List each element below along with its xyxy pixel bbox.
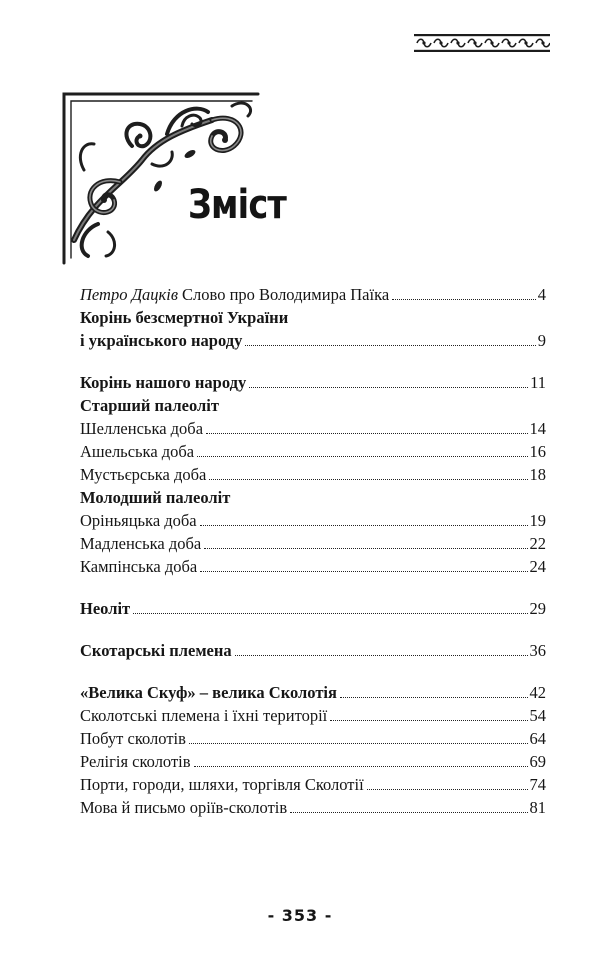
toc-entry xyxy=(80,773,546,796)
toc-entry xyxy=(80,681,546,704)
dot-leader xyxy=(290,812,527,813)
toc-entry-page: 36 xyxy=(529,641,546,660)
toc-entry xyxy=(80,727,546,750)
toc-entry xyxy=(80,796,546,819)
toc-entry-page: 29 xyxy=(529,599,546,618)
dot-leader xyxy=(235,655,528,656)
toc-entry-title: Мадленська доба xyxy=(80,534,202,553)
toc-entry xyxy=(80,597,546,620)
toc-entry-title: Скотарські племена xyxy=(80,641,232,660)
toc-entry-title: Побут сколотів xyxy=(80,729,186,748)
table-of-contents xyxy=(80,283,546,819)
toc-entry xyxy=(80,417,546,440)
dot-leader xyxy=(206,433,527,434)
page-number: - 353 - xyxy=(267,906,333,925)
toc-entry xyxy=(80,509,546,532)
toc-entry-page: 18 xyxy=(529,465,546,484)
toc-entry xyxy=(80,329,546,352)
toc-entry-title: Неоліт xyxy=(80,599,131,618)
dot-leader xyxy=(367,789,528,790)
baroque-corner-flourish-icon xyxy=(62,90,262,265)
toc-entry-page: 24 xyxy=(529,557,546,576)
toc-entry-title: Ашельська доба xyxy=(80,442,195,461)
toc-entry-title: Корінь нашого народу xyxy=(80,373,247,392)
dot-leader xyxy=(392,299,536,300)
toc-entry-title: і українського народу xyxy=(80,331,243,350)
dot-leader xyxy=(200,571,527,572)
toc-entry-page: 81 xyxy=(529,798,546,817)
dot-leader xyxy=(245,345,535,346)
toc-entry-title: Релігія сколотів xyxy=(80,752,191,771)
toc-entry xyxy=(80,371,546,394)
section-heading: Старший палеоліт xyxy=(80,396,219,415)
toc-entry-page: 9 xyxy=(537,331,546,350)
toc-entry-title: Оріньяцька доба xyxy=(80,511,197,530)
dot-leader xyxy=(249,387,528,388)
toc-entry-page: 4 xyxy=(537,285,546,304)
toc-entry xyxy=(80,555,546,578)
dot-leader xyxy=(197,456,527,457)
toc-entry-page: 54 xyxy=(529,706,546,725)
toc-entry-page: 19 xyxy=(529,511,546,530)
decorative-border-icon xyxy=(414,34,550,52)
toc-entry-page: 14 xyxy=(529,419,546,438)
toc-entry-title: Шелленська доба xyxy=(80,419,204,438)
toc-entry-page: 16 xyxy=(529,442,546,461)
dot-leader xyxy=(340,697,528,698)
dot-leader xyxy=(194,766,528,767)
dot-leader xyxy=(204,548,527,549)
toc-entry-page: 69 xyxy=(529,752,546,771)
toc-entry-title: Мустьєрська доба xyxy=(80,465,207,484)
dot-leader xyxy=(209,479,527,480)
toc-entry-page: 22 xyxy=(529,534,546,553)
toc-entry-page: 64 xyxy=(529,729,546,748)
toc-entry-title: Мова й письмо оріїв-сколотів xyxy=(80,798,288,817)
toc-entry xyxy=(80,283,546,306)
toc-entry xyxy=(80,704,546,727)
page-title: Зміст xyxy=(188,182,287,228)
toc-entry-title: Кампінська доба xyxy=(80,557,198,576)
dot-leader xyxy=(189,743,528,744)
toc-entry xyxy=(80,639,546,662)
toc-entry-author: Петро Дацків xyxy=(80,285,179,304)
dot-leader xyxy=(133,613,527,614)
section-heading: Молодший палеоліт xyxy=(80,488,231,507)
toc-entry-title: «Велика Скуф» – велика Сколотія xyxy=(80,683,337,702)
toc-entry-title: Слово про Володимира Паїка xyxy=(182,285,390,304)
toc-entry xyxy=(80,463,546,486)
toc-entry-title: Сколотські племена і їхні території xyxy=(80,706,328,725)
dot-leader xyxy=(330,720,527,721)
toc-entry-title: Порти, городи, шляхи, торгівля Сколотії xyxy=(80,775,364,794)
toc-entry-title: Корінь безсмертної України xyxy=(80,308,289,327)
toc-entry xyxy=(80,750,546,773)
toc-entry xyxy=(80,440,546,463)
toc-entry xyxy=(80,532,546,555)
toc-entry-page: 11 xyxy=(530,373,546,392)
toc-entry-page: 42 xyxy=(529,683,546,702)
dot-leader xyxy=(200,525,528,526)
toc-entry-page: 74 xyxy=(529,775,546,794)
